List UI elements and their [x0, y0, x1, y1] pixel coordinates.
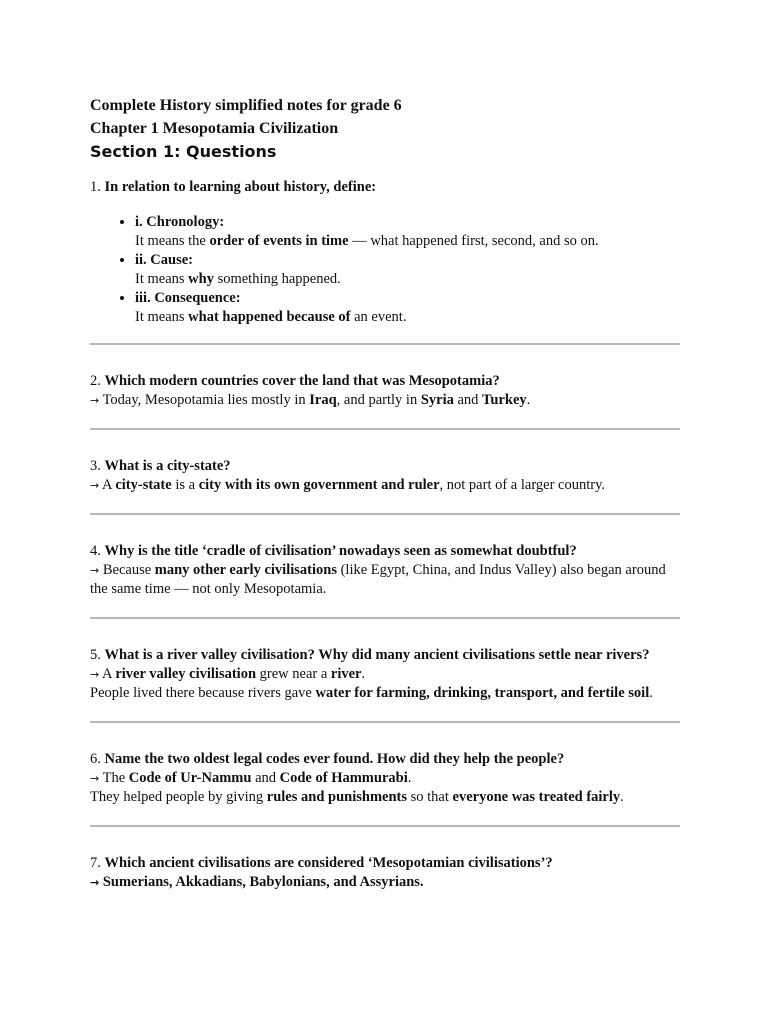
- question-2: [90, 372, 680, 410]
- answer: [90, 769, 680, 788]
- answer-text: .: [526, 392, 531, 408]
- answer: [90, 665, 680, 684]
- answer-text: , not part of a larger country.: [439, 477, 606, 493]
- question-text: Name the two oldest legal codes ever found. How did they help the people?: [104, 751, 565, 767]
- answer-text: and: [453, 392, 483, 408]
- answer-key: everyone was treated fairly: [452, 789, 621, 805]
- answer-key: Syria: [420, 392, 454, 408]
- definition-key: what happened because of: [188, 309, 351, 325]
- answer-line: [90, 684, 680, 703]
- answer-text: and: [251, 770, 280, 786]
- question-text: What is a city-state?: [104, 458, 231, 474]
- answer-key: river valley civilisation: [115, 666, 257, 682]
- divider: [90, 617, 680, 619]
- question-7: [90, 854, 680, 892]
- arrow-icon: →: [90, 564, 100, 577]
- question-number: 3.: [90, 458, 101, 474]
- answer-key: river: [330, 666, 362, 682]
- answer-key: city-state: [115, 477, 172, 493]
- definition-text: — what happened first, second, and so on.: [348, 233, 599, 249]
- answer-key: Code of Ur-Nammu: [128, 770, 252, 786]
- answer-line: [90, 788, 680, 807]
- divider: [90, 343, 680, 345]
- definition-text: It means: [135, 309, 189, 325]
- question-number: 1.: [90, 179, 101, 195]
- answer: [90, 391, 680, 410]
- question-number: 2.: [90, 373, 101, 389]
- answer-text: A: [99, 477, 116, 493]
- divider: [90, 513, 680, 515]
- divider: [90, 428, 680, 430]
- definition-text: It means the: [135, 233, 210, 249]
- question-text: Which ancient civilisations are considered ‘Mesopotamian civilisations’?: [104, 855, 553, 871]
- document-page: [90, 94, 680, 892]
- answer-text: .: [361, 666, 366, 682]
- answer-text: grew near a: [256, 666, 331, 682]
- divider: [90, 721, 680, 723]
- answer-text: People lived there because rivers gave: [90, 685, 316, 701]
- answer-text: Because: [99, 562, 155, 578]
- answer-text: .: [649, 685, 653, 701]
- chapter-title: Chapter 1 Mesopotamia Civilization: [90, 120, 339, 137]
- question-text: In relation to learning about history, define:: [104, 179, 377, 195]
- section-heading: Section 1: Questions: [90, 142, 277, 161]
- arrow-icon: →: [90, 394, 100, 407]
- answer-text: A: [99, 666, 116, 682]
- definition-text: something happened.: [213, 271, 341, 287]
- answer-key: city with its own government and ruler: [198, 477, 440, 493]
- arrow-icon: →: [90, 772, 100, 785]
- answer-key: Iraq: [309, 392, 337, 408]
- answer-text: The: [99, 770, 129, 786]
- definition-key: why: [188, 271, 214, 287]
- question-text: What is a river valley civilisation? Why did many ancient civilisations settle near rivers?: [104, 647, 650, 663]
- document-title: Complete History simplified notes for grade 6: [90, 97, 402, 114]
- arrow-icon: →: [90, 479, 100, 492]
- answer-text: .: [407, 770, 412, 786]
- arrow-icon: →: [90, 876, 100, 889]
- answer-key: many other early civilisations: [154, 562, 337, 578]
- answer: [90, 476, 680, 495]
- question-6: [90, 750, 680, 807]
- definition-term: ii. Cause:: [135, 252, 193, 268]
- answer-text: Today, Mesopotamia lies mostly in: [99, 392, 310, 408]
- answer-key: Sumerians, Akkadians, Babylonians, and Assyrians.: [99, 874, 424, 890]
- question-5: [90, 646, 680, 703]
- definition-text: an event.: [350, 309, 407, 325]
- definition-term: i. Chronology:: [135, 214, 225, 230]
- question-number: 5.: [90, 647, 101, 663]
- divider: [90, 825, 680, 827]
- question-text: Which modern countries cover the land that was Mesopotamia?: [104, 373, 500, 389]
- answer-text: They helped people by giving: [90, 789, 267, 805]
- definition-item: [135, 213, 680, 251]
- answer-text: so that: [407, 789, 453, 805]
- question-number: 6.: [90, 751, 101, 767]
- answer: [90, 873, 680, 892]
- answer-key: Turkey: [482, 392, 527, 408]
- question-number: 4.: [90, 543, 101, 559]
- definition-text: It means: [135, 271, 189, 287]
- definition-key: order of events in time: [209, 233, 349, 249]
- answer: [90, 561, 680, 599]
- answer-text: is a: [171, 477, 199, 493]
- question-4: [90, 542, 680, 599]
- answer-key: Code of Hammurabi: [279, 770, 408, 786]
- answer-key: rules and punishments: [266, 789, 407, 805]
- question-number: 7.: [90, 855, 101, 871]
- question-text: Why is the title ‘cradle of civilisation’ nowadays seen as somewhat doubtful?: [104, 543, 577, 559]
- question-1: [90, 178, 680, 327]
- answer-text: (like Egypt, China, and Indus Valley) also began around the same time — not only Mesopotamia.: [90, 562, 666, 597]
- definition-list: [90, 213, 680, 327]
- answer-key: water for farming, drinking, transport, and fertile soil: [315, 685, 650, 701]
- definition-item: [135, 289, 680, 327]
- arrow-icon: →: [90, 668, 100, 681]
- definition-term: iii. Consequence:: [135, 290, 241, 306]
- answer-text: , and partly in: [336, 392, 421, 408]
- definition-item: [135, 251, 680, 289]
- answer-text: .: [620, 789, 624, 805]
- question-3: [90, 457, 680, 495]
